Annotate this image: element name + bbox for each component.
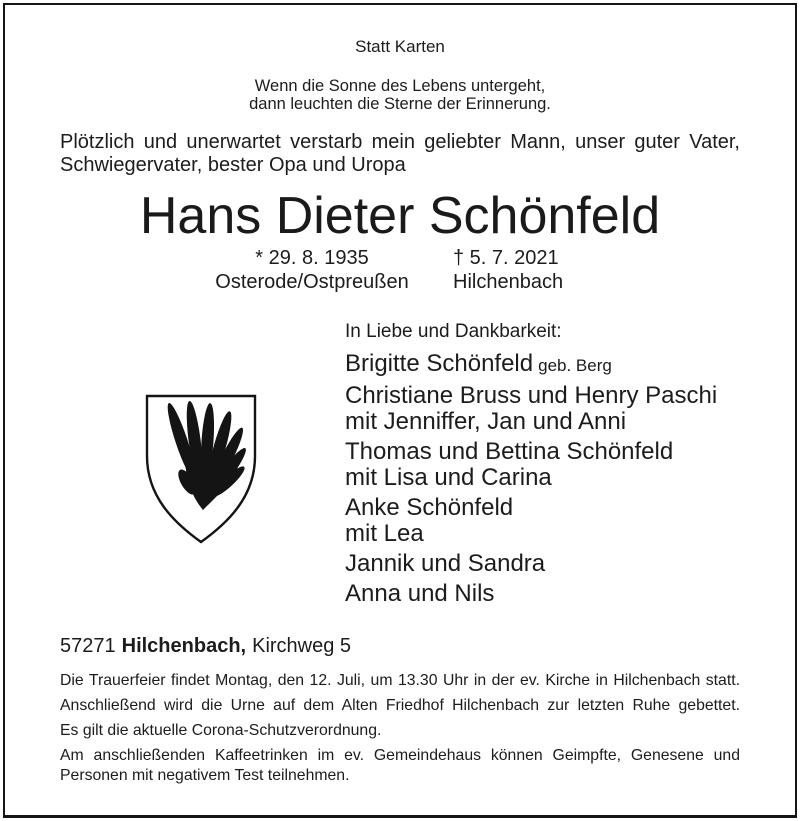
mourner-group [345,383,717,435]
coat-of-arms-icon [145,394,257,544]
notice-paragraph [60,721,740,741]
death-info [453,246,653,294]
mourner-line: mit Jenniffer, Jan und Anni [345,408,627,435]
deceased-name: Hans Dieter Schönfeld [139,187,661,245]
mourner-group [345,581,717,607]
mourner-line: Christiane Bruss und Henry Paschi [345,382,718,409]
mourner-line: mit Lea [345,520,424,547]
mourner-group [345,439,717,491]
mourner-group [345,351,717,379]
maiden-name-note: geb. Berg [538,356,612,375]
mourner-line [345,351,717,379]
address-city: Hilchenbach, [121,635,247,657]
address-street: Kirchweg 5 [252,635,352,657]
intro-paragraph [60,131,740,177]
notice-paragraph [60,746,740,786]
birth-place: Osterode/Ostpreußen [215,271,409,293]
notice-line: Die Trauerfeier findet Montag, den 12. Juli, um 13.30 Uhr in der ev. Kirche in Hilchenbach statt. [60,672,740,689]
mourner-line: Anna und Nils [345,580,495,607]
notice-paragraph [60,696,740,716]
notice-line: Am anschließenden Kaffeetrinken im ev. Gemeindehaus können Geimpfte, Genesene und [60,747,740,764]
mourner-group [345,551,717,577]
notice-line: Personen mit negativem Test teilnehmen. [60,767,350,784]
statt-karten-heading: Statt Karten [355,37,445,56]
death-place: Hilchenbach [453,271,564,293]
mourners-heading: In Liebe und Dankbarkeit: [345,321,562,342]
birth-info [202,246,422,294]
notice-line: Anschließend wird die Urne auf dem Alten Friedhof Hilchenbach zur letzten Ruhe gebettet. [60,697,740,714]
poem-line: dann leuchten die Sterne der Erinnerung. [249,95,551,113]
intro-line: Plötzlich und unerwartet verstarb mein geliebter Mann, unser guter Vater, [60,131,740,153]
intro-line: Schwiegervater, bester Opa und Uropa [60,154,406,176]
birth-date: * 29. 8. 1935 [255,247,369,269]
poem-line: Wenn die Sonne des Lebens untergeht, [254,77,546,95]
notice-line: Es gilt die aktuelle Corona-Schutzverordnung. [60,722,382,739]
memorial-poem [0,77,800,113]
notice-paragraph [60,671,740,691]
mourners-list [345,351,717,607]
service-notices [60,671,740,786]
mourner-line: mit Lisa und Carina [345,464,552,491]
mourner-line: Jannik und Sandra [345,550,546,577]
address-postcode: 57271 [60,635,116,657]
mourner-name: Brigitte Schönfeld [345,350,534,377]
mourner-group [345,495,717,547]
mourner-line: Anke Schönfeld [345,494,514,521]
death-date: † 5. 7. 2021 [453,247,559,269]
family-address [60,634,351,658]
mourner-line: Thomas und Bettina Schönfeld [345,438,674,465]
